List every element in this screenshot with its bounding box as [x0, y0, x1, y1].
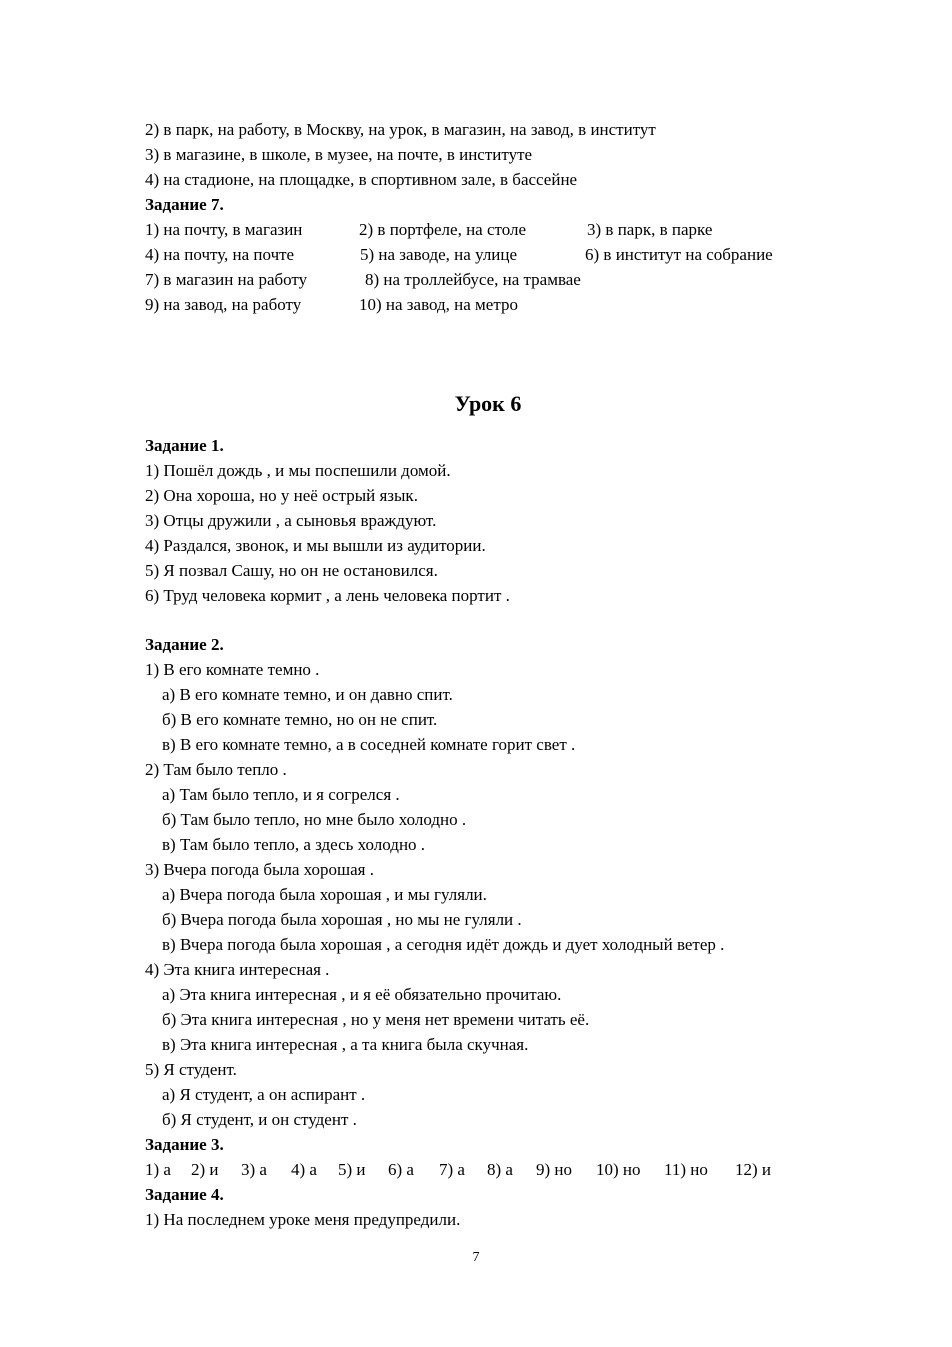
task2-lines [145, 657, 845, 1132]
task7-item: 10) на завод, на метро [359, 295, 518, 314]
task2-prompt-line: 3) Вчера погода была хорошая . [145, 860, 374, 879]
task2-variant-line: а) Я студент, а он аспирант . [162, 1085, 366, 1104]
answer-line: 2) в парк, на работу, в Москву, на урок, в магазин, на завод, в институт [145, 120, 656, 139]
task3-answer: 10) но [596, 1160, 641, 1179]
task2-variant-line: в) Там было тепло, а здесь холодно . [162, 835, 426, 854]
task3-answer: 9) но [536, 1160, 573, 1179]
task4-line: 1) На последнем уроке меня предупредили. [145, 1210, 461, 1229]
task1-line: 6) Труд человека кормит , а лень человека портит . [145, 586, 510, 605]
task7-item: 1) на почту, в магазин [145, 220, 303, 239]
task3-answer: 11) но [664, 1160, 708, 1179]
task2-variant-line: б) Я студент, и он студент . [162, 1110, 357, 1129]
task7-item: 5) на заводе, на улице [360, 245, 518, 264]
task7-item: 8) на троллейбусе, на трамвае [365, 270, 581, 289]
task7-row [145, 292, 845, 317]
task3-answer: 2) и [191, 1160, 219, 1179]
task3-answer: 5) и [338, 1160, 366, 1179]
task1-line: 5) Я позвал Сашу, но он не остановился. [145, 561, 438, 580]
task2-prompt-line: 2) Там было тепло . [145, 760, 287, 779]
task2-variant-line: в) В его комнате темно, а в соседней комнате горит свет . [162, 735, 576, 754]
task1-line: 4) Раздался, звонок, и мы вышли из аудитории. [145, 536, 486, 555]
task2-variant-line: а) Там было тепло, и я согрелся . [162, 785, 400, 804]
answer-line: 3) в магазине, в школе, в музее, на почте, в институте [145, 145, 533, 164]
task1-line: 3) Отцы дружили , а сыновья враждуют. [145, 511, 437, 530]
task2-variant-line: б) Вчера погода была хорошая , но мы не гуляли . [162, 910, 522, 929]
task3-answers [145, 1157, 845, 1182]
task7-heading: Задание 7. [145, 195, 224, 214]
task7-item: 6) в институт на собрание [585, 245, 773, 264]
task7-item: 3) в парк, в парке [587, 220, 713, 239]
task7-row [145, 242, 845, 267]
task3-answer: 6) а [388, 1160, 414, 1179]
task4-heading: Задание 4. [145, 1185, 224, 1204]
task2-prompt-line: 4) Эта книга интересная . [145, 960, 330, 979]
task4-section [145, 1182, 845, 1232]
task3-answer: 8) а [487, 1160, 513, 1179]
task3-section [145, 1132, 845, 1182]
task2-variant-line: в) Эта книга интересная , а та книга была скучная. [162, 1035, 529, 1054]
task3-answer: 3) а [241, 1160, 267, 1179]
task2-variant-line: б) Там было тепло, но мне было холодно . [162, 810, 467, 829]
task2-prompt-line: 5) Я студент. [145, 1060, 237, 1079]
task2-variant-line: б) Эта книга интересная , но у меня нет времени читать её. [162, 1010, 590, 1029]
lesson-title: Урок 6 [454, 391, 522, 416]
task3-answer: 7) а [439, 1160, 465, 1179]
task7-item: 4) на почту, на почте [145, 245, 295, 264]
task1-section [145, 433, 845, 608]
task7-item: 2) в портфеле, на столе [359, 220, 527, 239]
task3-answer: 4) а [291, 1160, 317, 1179]
task7-item: 7) в магазин на работу [145, 270, 308, 289]
task3-answer: 12) и [735, 1160, 772, 1179]
task7-row [145, 267, 845, 292]
task2-heading: Задание 2. [145, 635, 224, 654]
task1-line: 1) Пошёл дождь , и мы поспешили домой. [145, 461, 451, 480]
task2-section [145, 632, 845, 1132]
top-section [145, 117, 845, 317]
task1-line: 2) Она хороша, но у неё острый язык. [145, 486, 418, 505]
task7-item: 9) на завод, на работу [145, 295, 302, 314]
task2-variant-line: а) Вчера погода была хорошая , и мы гуляли. [162, 885, 487, 904]
task2-variant-line: а) Эта книга интересная , и я её обязательно прочитаю. [162, 985, 562, 1004]
task2-variant-line: а) В его комнате темно, и он давно спит. [162, 685, 453, 704]
task2-variant-line: б) В его комнате темно, но он не спит. [162, 710, 438, 729]
task2-variant-line: в) Вчера погода была хорошая , а сегодня идёт дождь и дует холодный ветер . [162, 935, 725, 954]
task7-row [145, 217, 845, 242]
task2-prompt-line: 1) В его комнате темно . [145, 660, 320, 679]
task3-heading: Задание 3. [145, 1135, 224, 1154]
task3-answer: 1) а [145, 1160, 171, 1179]
task1-heading: Задание 1. [145, 436, 224, 455]
page-number: 7 [472, 1250, 480, 1265]
answer-line: 4) на стадионе, на площадке, в спортивном зале, в бассейне [145, 170, 578, 189]
